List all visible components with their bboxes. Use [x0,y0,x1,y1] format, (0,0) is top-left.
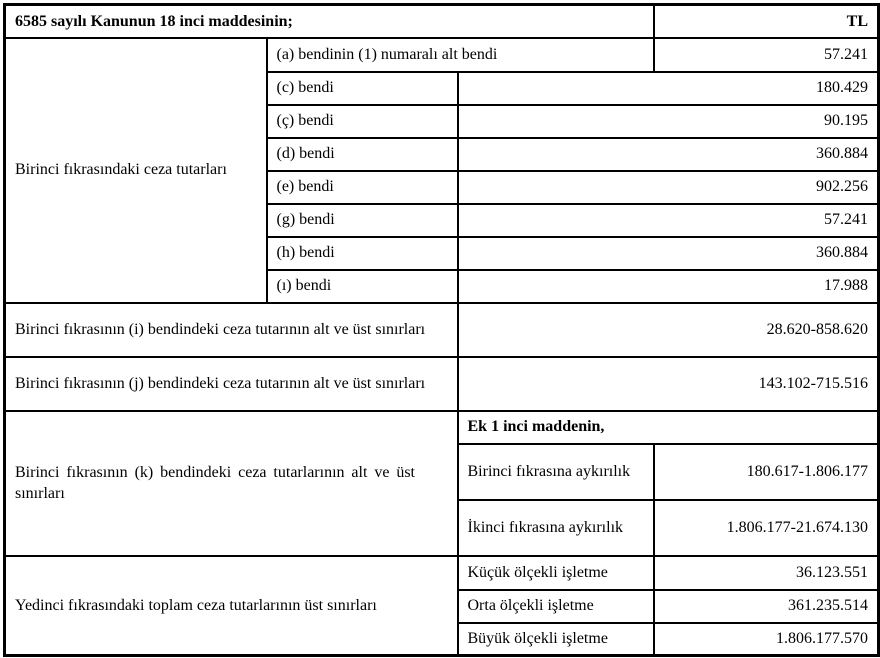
table-row [5,303,879,357]
bend-e-value: 902.256 [458,171,879,204]
ek-birinci-fikra-label: Birinci fıkrasına aykırılık [458,444,654,500]
row-k-label [5,411,458,556]
bend-i-dotless-label: (ı) bendi [267,270,458,303]
bend-cc-value: 90.195 [458,105,879,138]
currency-header: TL [654,5,879,38]
header-row [5,5,879,38]
birinci-fikra-label [5,38,267,303]
table-row [5,411,879,444]
bend-e-label: (e) bendi [267,171,458,204]
bend-h-label: (h) bendi [267,237,458,270]
buyuk-isletme-label: Büyük ölçekli işletme [458,623,654,656]
yedinci-fikra-label [5,556,458,656]
penalty-amounts-table [3,3,880,657]
bend-c-value: 180.429 [458,72,879,105]
bend-i-dotless-value: 17.988 [458,270,879,303]
table-row [5,38,879,72]
bend-g-label: (g) bendi [267,204,458,237]
table-title: 6585 sayılı Kanunun 18 inci maddesinin; [5,5,654,38]
row-i-label-text: Birinci fıkrasının (i) bendindeki ceza tutarının alt ve üst sınırları [15,320,426,338]
bend-c-label: (c) bendi [267,72,458,105]
bend-a-label: (a) bendinin (1) numaralı alt bendi [267,38,654,72]
orta-isletme-label: Orta ölçekli işletme [458,590,654,623]
row-j-label-text: Birinci fıkrasının (j) bendindeki ceza tutarının alt ve üst sınırları [15,374,426,392]
bend-a-value: 57.241 [654,38,879,72]
buyuk-isletme-value: 1.806.177.570 [654,623,879,656]
yedinci-fikra-label-text: Yedinci fıkrasındaki toplam ceza tutarlarının üst sınırları [15,596,377,614]
ek-ikinci-fikra-label: İkinci fıkrasına aykırılık [458,500,654,556]
bend-g-value: 57.241 [458,204,879,237]
ek-birinci-fikra-value: 180.617-1.806.177 [654,444,879,500]
table-row [5,357,879,411]
row-k-label-text: Birinci fıkrasının (k) bendindeki ceza tutarlarının alt ve üst sınırları [15,463,415,502]
bend-d-value: 360.884 [458,138,879,171]
row-j-label [5,357,458,411]
bend-d-label: (d) bendi [267,138,458,171]
ek-ikinci-fikra-value: 1.806.177-21.674.130 [654,500,879,556]
bend-h-value: 360.884 [458,237,879,270]
table-row [5,556,879,590]
kucuk-isletme-value: 36.123.551 [654,556,879,590]
orta-isletme-value: 361.235.514 [654,590,879,623]
row-i-label [5,303,458,357]
row-j-value: 143.102-715.516 [458,357,879,411]
bend-cc-label: (ç) bendi [267,105,458,138]
row-i-value: 28.620-858.620 [458,303,879,357]
kucuk-isletme-label: Küçük ölçekli işletme [458,556,654,590]
ek-madde-header: Ek 1 inci maddenin, [458,411,879,444]
birinci-fikra-label-text: Birinci fıkrasındaki ceza tutarları [15,161,227,179]
